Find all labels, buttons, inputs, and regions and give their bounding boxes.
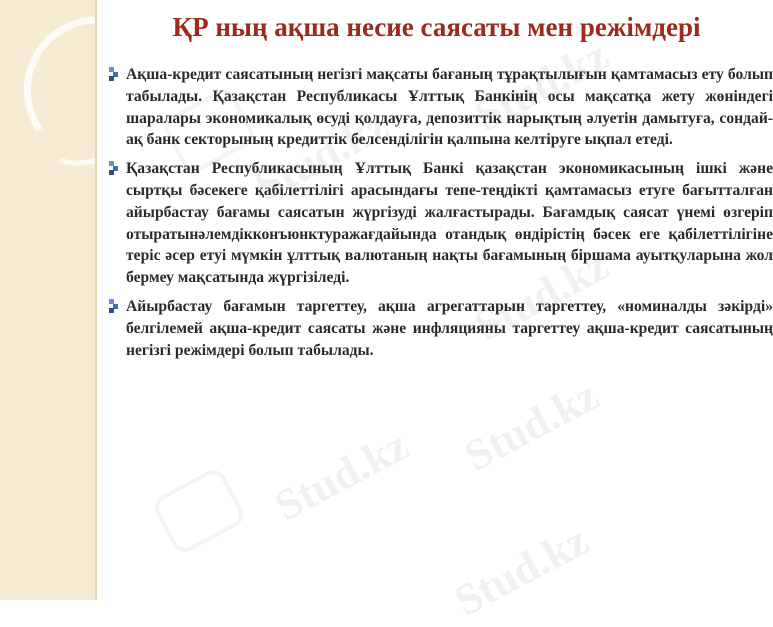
bullet-item: [108, 158, 773, 289]
slide-title: ҚР ның ақша несие саясаты мен режімдері: [172, 12, 701, 42]
watermark-text: Stud.kz: [246, 100, 397, 211]
bullet-icon: [108, 64, 126, 86]
decorative-arc-graphic: [0, 0, 95, 600]
watermark-logo: [150, 465, 248, 556]
bullet-item: [108, 64, 773, 151]
watermark-text: Stud.kz: [266, 420, 417, 531]
watermark-text: Stud.kz: [466, 30, 617, 141]
watermark-text: Stud.kz: [456, 370, 607, 481]
bullet-text: Ақша-кредит саясатының негізгі мақсаты бағаның тұрақтылығын қамтамасыз ету болып табылады. Қазақстан Республикасы Ұлттық Банкінің осы мақсатқа жету жөніндегі шаралары экономикалық өсуді қолдауға, депозиттік нарықтың әлуетін дамытуға, сондай-ақ банк секторының кредиттік белсенділігін қалпына келтіруге ықпал етеді.: [126, 66, 773, 149]
bullet-text: Айырбастау бағамын таргеттеу, ақша агрегаттарын таргеттеу, «номиналды зәкірді» белгілемей ақша-кредит саясаты және инфляцияны таргеттеу ақша-кредит саясатының негізгі режімдері болып табылады.: [126, 297, 773, 359]
bullet-item: [108, 296, 773, 361]
watermark-text: Stud.kz: [466, 240, 617, 351]
bullet-icon: [108, 296, 126, 318]
bullet-list: [108, 64, 773, 368]
decorative-side-panel: [0, 0, 97, 600]
watermark-text: Stud.kz: [446, 515, 597, 626]
bullet-text: Қазақстан Республикасының Ұлттық Банкі қазақстан экономикасының ішкі және сыртқы бәсекеге қабілеттілігі арасындағы тепе-теңдікті қамтамасыз етуге бағытталған айырбастау бағамы саясатын жүргізуді жалғастырады. Бағамдық саясат үнемі өзгеріп отыратынәлемдікконъюнктуражағдайында отандық өндірістің бәсек еге қабілеттілігіне теріс әсер етуі мүмкін ұлттық валютаның нақты бағамының біршама ауытқуларына жол бермеу мақсатында жүргізіледі.: [126, 160, 773, 287]
bullet-icon: [108, 158, 126, 180]
